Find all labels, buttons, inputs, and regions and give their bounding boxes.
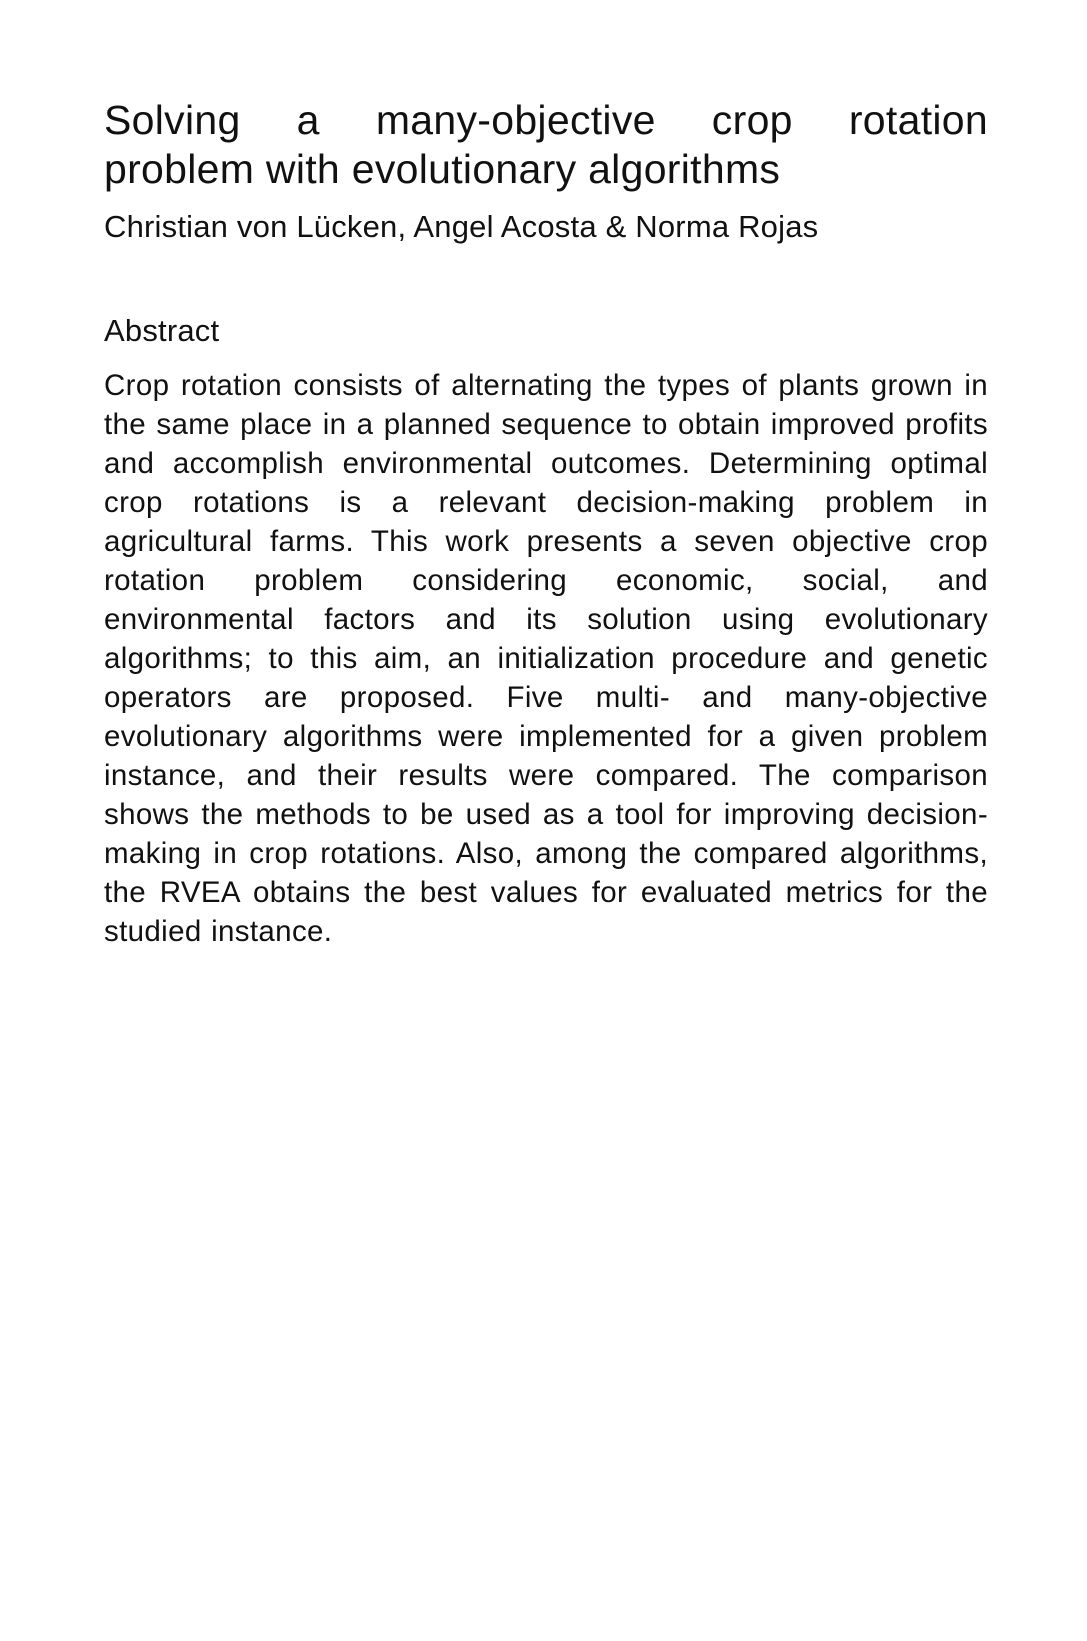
paper-title bbox=[104, 96, 988, 194]
paper-title-line-1: Solving a many-objective crop rotation bbox=[104, 97, 988, 143]
paper-title-line-2: problem with evolutionary algorithms bbox=[104, 146, 781, 192]
paper-page bbox=[104, 96, 988, 951]
abstract-text: Crop rotation consists of alternating the types of plants grown in the same place in a planned sequence to obtain improved profits and accomplish environmental outcomes. Determining optimal crop rotations is a relevant decision-making problem in agricultural farms. This work presents a seven objective crop rotation problem considering economic, social, and environmental factors and its solution using evolutionary algorithms; to this aim, an initialization procedure and genetic operators are proposed. Five multi- and many-objective evolutionary algorithms were implemented for a given problem instance, and their results were compared. The comparison shows the methods to be used as a tool for improving decision-making in crop rotations. Also, among the compared algorithms, the RVEA obtains the best values for evaluated metrics for the studied instance. bbox=[104, 369, 988, 948]
paper-authors: Christian von Lücken, Angel Acosta & Norma Rojas bbox=[104, 209, 819, 244]
abstract-heading: Abstract bbox=[104, 313, 220, 348]
